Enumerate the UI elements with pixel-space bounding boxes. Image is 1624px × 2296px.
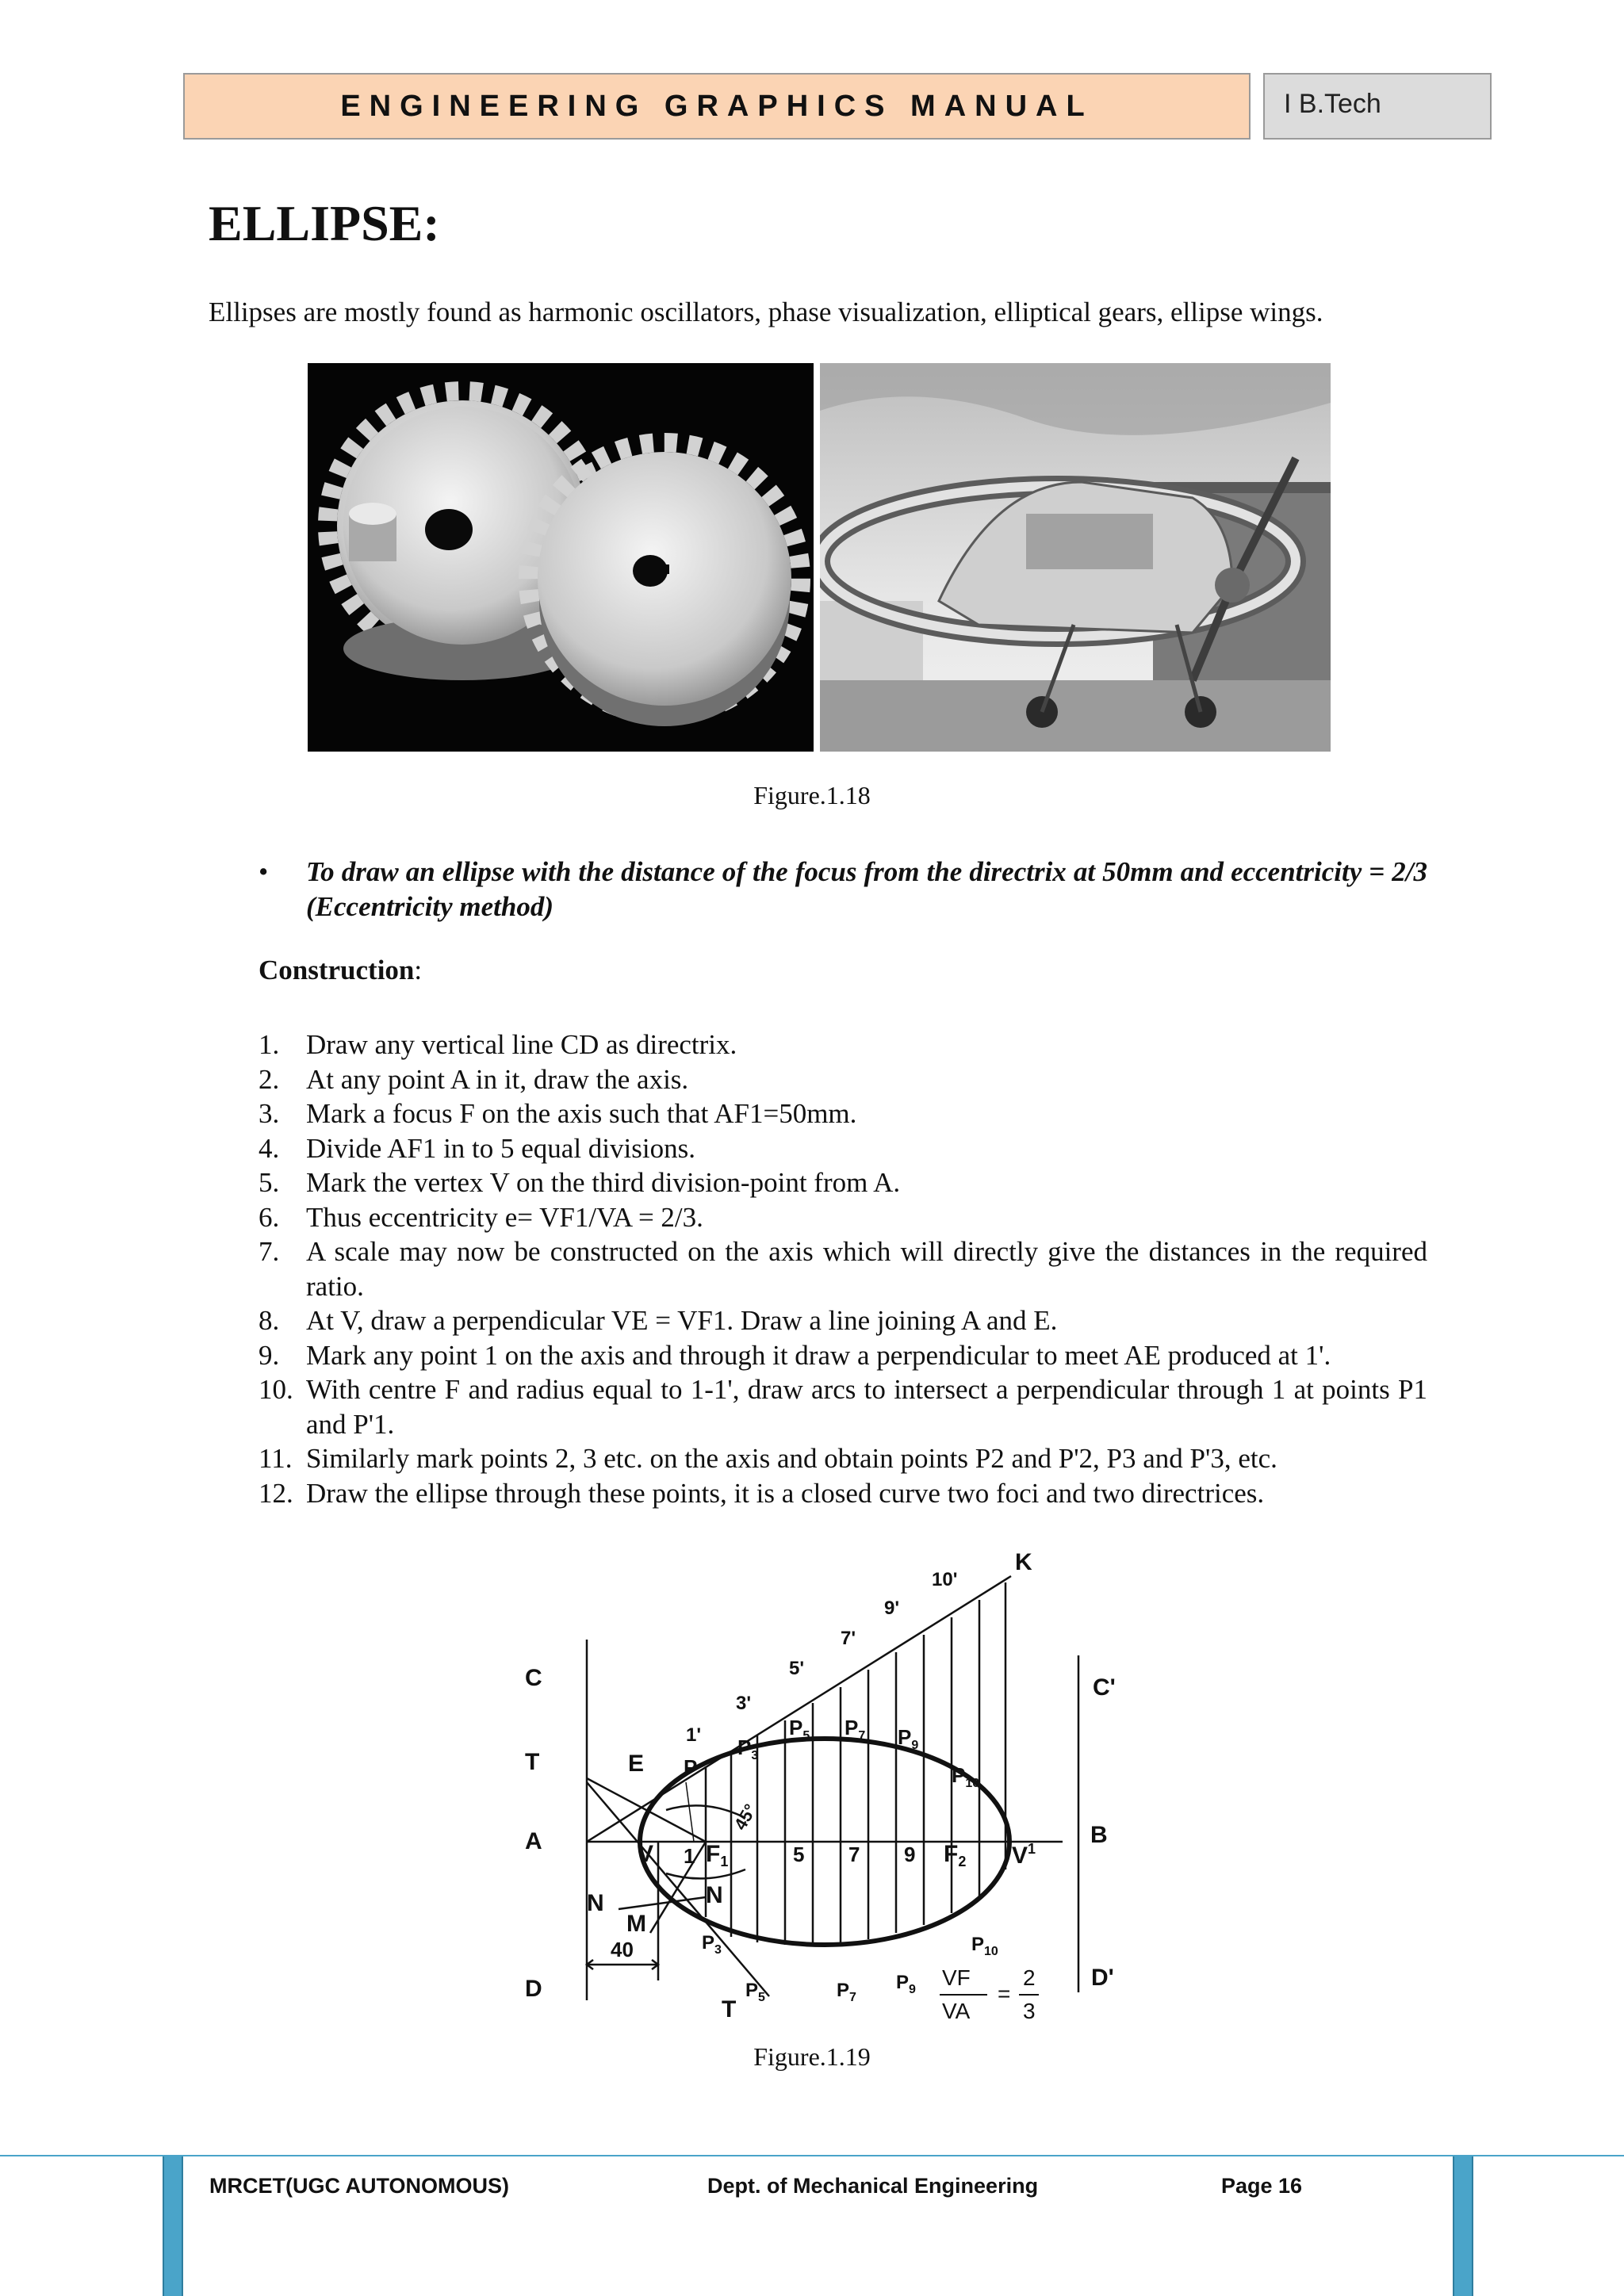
label-p1: P (684, 1755, 698, 1779)
step-item (259, 1131, 1427, 1166)
label-m: M (626, 1911, 646, 1937)
label-b: B (1090, 1822, 1108, 1848)
step-text: Mark a focus F on the axis such that AF1=50mm. (306, 1098, 857, 1129)
header-title-box (183, 73, 1251, 140)
label-p9-letter: P (898, 1725, 912, 1749)
step-number: 4. (259, 1132, 280, 1164)
label-p9-dash-sub: 9 (909, 1983, 916, 1996)
label-p9 (898, 1725, 918, 1752)
step-number: 3. (259, 1098, 280, 1129)
step-number: 7. (259, 1236, 280, 1267)
axis-point-1: 1 (684, 1844, 695, 1868)
step-text: Mark any point 1 on the axis and through it draw a perpendicular to meet AE produced at 1'. (306, 1339, 1331, 1371)
label-c-prime: C' (1093, 1674, 1116, 1701)
header-title: ENGINEERING GRAPHICS MANUAL (340, 89, 1094, 123)
figure-1-18-caption: Figure.1.18 (753, 781, 871, 809)
step-number: 10. (259, 1374, 293, 1405)
label-p7-sub: 7 (858, 1729, 866, 1743)
label-1-prime: 1' (686, 1724, 702, 1746)
label-v1-sup: 1 (1028, 1841, 1036, 1857)
step-number: 8. (259, 1305, 280, 1336)
ellipse-wing-aircraft-photo (820, 363, 1331, 752)
label-f2-sub: 2 (958, 1854, 967, 1869)
gears-photo (308, 363, 814, 752)
label-d-prime: D' (1091, 1965, 1114, 1991)
step-text: With centre F and radius equal to 1-1', draw arcs to intersect a perpendicular through 1 at points P1 and P'1. (306, 1374, 1427, 1440)
label-9-prime: 9' (884, 1598, 900, 1619)
ratio-equals: = (998, 1981, 1011, 2006)
label-p7-dash (837, 1980, 856, 2004)
construction-heading-colon: : (414, 955, 423, 985)
label-p10 (952, 1763, 979, 1790)
step-text: A scale may now be constructed on the axis which will directly give the distances in the required ratio. (306, 1236, 1427, 1302)
label-n-left: N (587, 1890, 604, 1916)
step-number: 1. (259, 1029, 280, 1060)
label-p10-dash (971, 1934, 998, 1958)
dimension-label: 40 (611, 1938, 634, 1961)
section-title: ELLIPSE: (209, 195, 440, 251)
label-p3-letter: P (737, 1735, 752, 1759)
step-text: At any point A in it, draw the axis. (306, 1063, 689, 1095)
step-text: At V, draw a perpendicular VE = VF1. Draw a line joining A and E. (306, 1305, 1058, 1336)
label-f1-sub: 1 (720, 1854, 729, 1869)
label-p5-sub: 5 (802, 1729, 810, 1743)
label-p3-sub: 3 (751, 1749, 759, 1762)
label-p3-dash-letter: P (702, 1932, 715, 1954)
label-p7-dash-letter: P (837, 1980, 850, 2001)
label-p9-sub: 9 (911, 1739, 919, 1752)
label-p10-sub: 10 (965, 1777, 980, 1790)
label-k: K (1015, 1549, 1032, 1575)
label-p7 (845, 1716, 865, 1743)
label-e: E (628, 1751, 645, 1777)
footer-department: Dept. of Mechanical Engineering (707, 2174, 1039, 2198)
angle-label: 45° (730, 1800, 760, 1834)
step-item (259, 1062, 1427, 1097)
label-f1-letter: F (706, 1841, 721, 1867)
footer-rule (0, 2155, 1624, 2156)
line-ak (587, 1576, 1011, 1842)
label-p10-dash-sub: 10 (984, 1945, 998, 1958)
construction-steps (259, 1027, 1427, 1510)
step-item (259, 1303, 1427, 1338)
construction-heading (259, 955, 422, 986)
task-statement (259, 855, 1427, 924)
axis-point-7: 7 (848, 1843, 860, 1866)
label-p3-dash-sub: 3 (714, 1943, 722, 1957)
step-number: 2. (259, 1063, 280, 1095)
label-v1 (1012, 1841, 1036, 1869)
ratio-numerator: VF (942, 1965, 971, 1990)
label-p5-dash-letter: P (745, 1980, 759, 2001)
step-item (259, 1476, 1427, 1511)
line-te (587, 1778, 706, 1842)
label-d: D (525, 1976, 542, 2002)
label-n: N (706, 1882, 723, 1908)
label-p5-dash (745, 1980, 765, 2004)
label-5-prime: 5' (789, 1658, 805, 1679)
label-p10-letter: P (952, 1763, 966, 1787)
label-7-prime: 7' (841, 1628, 856, 1649)
label-3-prime: 3' (736, 1693, 752, 1714)
step-number: 9. (259, 1339, 280, 1371)
step-item (259, 1234, 1427, 1303)
label-p7-letter: P (845, 1716, 859, 1739)
label-p5 (789, 1716, 810, 1743)
label-f1 (706, 1841, 728, 1869)
ratio-three: 3 (1023, 1999, 1036, 2023)
step-item (259, 1096, 1427, 1131)
footer-page-number: Page 16 (1221, 2174, 1303, 2198)
step-item (259, 1027, 1427, 1062)
section-intro: Ellipses are mostly found as harmonic oscillators, phase visualization, elliptical gears, ellipse wings. (209, 297, 1323, 327)
step-number: 5. (259, 1167, 280, 1198)
step-item (259, 1200, 1427, 1235)
eccentricity-ratio (940, 1965, 1039, 2023)
task-text: To draw an ellipse with the distance of the focus from the directrix at 50mm and eccentricity = 2/3 (Eccentricity method) (306, 856, 1427, 922)
step-item (259, 1372, 1427, 1441)
ratio-denominator: VA (942, 1999, 971, 2023)
label-p3 (737, 1735, 758, 1762)
step-text: Mark the vertex V on the third division-point from A. (306, 1167, 901, 1198)
header-course: I B.Tech (1284, 89, 1381, 119)
label-10-prime: 10' (932, 1569, 958, 1590)
label-p10-dash-letter: P (971, 1934, 985, 1955)
ratio-two: 2 (1023, 1965, 1036, 1990)
label-f2-letter: F (944, 1841, 959, 1867)
step-item (259, 1441, 1427, 1476)
step-text: Draw the ellipse through these points, it is a closed curve two foci and two directrices. (306, 1477, 1265, 1509)
label-p7-dash-sub: 7 (849, 1991, 856, 2004)
label-p9-dash (896, 1972, 916, 1996)
step-text: Draw any vertical line CD as directrix. (306, 1029, 737, 1060)
figure-1-19-caption: Figure.1.19 (753, 2042, 871, 2071)
step-text: Thus eccentricity e= VF1/VA = 2/3. (306, 1201, 703, 1233)
label-t-bottom: T (722, 1996, 737, 2022)
label-p9-dash-letter: P (896, 1972, 910, 1993)
footer-institution: MRCET(UGC AUTONOMOUS) (209, 2174, 509, 2198)
step-number: 11. (259, 1443, 293, 1474)
step-number: 12. (259, 1477, 293, 1509)
construction-heading-text: Construction (259, 955, 415, 985)
header-course-box (1263, 73, 1492, 140)
label-p5-dash-sub: 5 (758, 1991, 765, 2004)
footer-bar-right (1453, 2156, 1473, 2296)
label-p5-letter: P (789, 1716, 803, 1739)
step-text: Similarly mark points 2, 3 etc. on the axis and obtain points P2 and P'2, P3 and P'3, etc. (306, 1443, 1277, 1474)
label-t-top: T (525, 1749, 540, 1775)
step-item (259, 1165, 1427, 1200)
label-c: C (525, 1665, 542, 1691)
axis-point-5: 5 (793, 1843, 805, 1866)
label-f2 (944, 1841, 966, 1869)
label-v: V (638, 1841, 654, 1867)
footer-bar-left (163, 2156, 183, 2296)
step-number: 6. (259, 1201, 280, 1233)
label-v1-letter: V (1012, 1843, 1028, 1869)
label-a: A (525, 1828, 542, 1854)
bullet-icon: • (259, 856, 269, 887)
ellipse-construction-diagram (508, 1536, 1126, 2044)
step-item (259, 1338, 1427, 1373)
step-text: Divide AF1 in to 5 equal divisions. (306, 1132, 695, 1164)
axis-point-9: 9 (904, 1843, 916, 1866)
